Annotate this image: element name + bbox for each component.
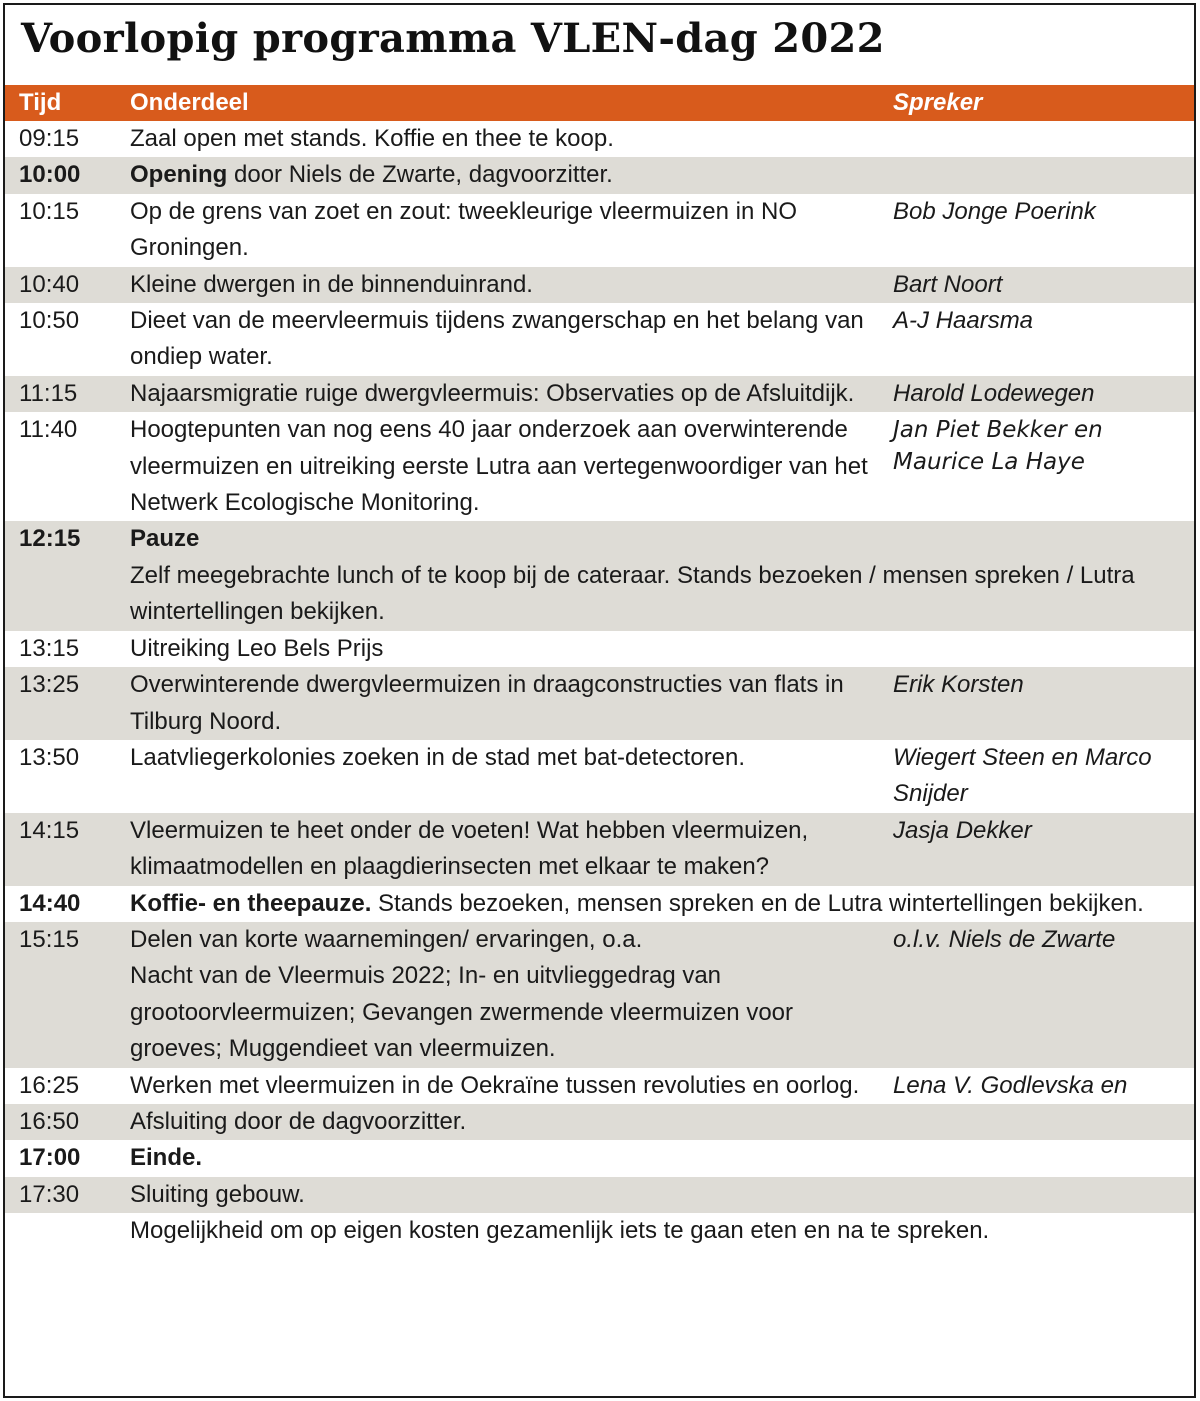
row-speaker: Erik Korsten bbox=[893, 671, 1024, 699]
row-lead: Einde. bbox=[130, 1144, 203, 1172]
row-description bbox=[130, 157, 875, 193]
table-row bbox=[5, 1140, 1194, 1176]
row-time: 10:00 bbox=[19, 161, 81, 189]
row-description: Afsluiting door de dagvoorzitter. bbox=[130, 1107, 467, 1135]
row-time: 13:15 bbox=[19, 634, 80, 662]
table-row bbox=[5, 1177, 1194, 1213]
row-time: 17:00 bbox=[19, 1144, 81, 1172]
row-description-detail: Nacht van de Vleermuis 2022; In- en uitvlieggedrag van grootoorvleermuizen; Gevangen zwermende vleermuizen voor groeves; Muggendieet van vleermuizen. bbox=[130, 962, 793, 1063]
row-description bbox=[130, 1140, 875, 1176]
row-lead: Opening bbox=[130, 161, 228, 189]
row-lead: Koffie- en theepauze. bbox=[130, 889, 372, 917]
row-description-text: Stands bezoeken, mensen spreken en de Lutra wintertellingen bekijken. bbox=[371, 889, 1144, 917]
program-table bbox=[5, 121, 1194, 1250]
row-speaker: Wiegert Steen en Marco Snijder bbox=[893, 743, 1152, 808]
row-time: 13:50 bbox=[19, 743, 80, 771]
table-row bbox=[5, 412, 1194, 521]
row-time: 11:40 bbox=[19, 416, 78, 444]
row-time: 16:50 bbox=[19, 1107, 80, 1135]
row-description: Laatvliegerkolonies zoeken in de stad met bat-detectoren. bbox=[130, 743, 746, 771]
row-speaker: Jan Piet Bekker en Maurice La Haye bbox=[893, 417, 1103, 476]
row-time: 17:30 bbox=[19, 1180, 80, 1208]
row-time: 11:15 bbox=[19, 379, 78, 407]
page-title: Voorlopig programma VLEN-dag 2022 bbox=[21, 15, 885, 62]
row-speaker: o.l.v. Niels de Zwarte bbox=[893, 925, 1116, 953]
row-description: Overwinterende dwergvleermuizen in draagconstructies van flats in Tilburg Noord. bbox=[130, 671, 844, 735]
header-time: Tijd bbox=[19, 89, 62, 116]
row-description-text: Zelf meegebrachte lunch of te koop bij de cateraar. Stands bezoeken / mensen spreken / Lutra wintertellingen bekijken. bbox=[130, 561, 1135, 626]
table-row bbox=[5, 303, 1194, 376]
row-speaker: A-J Haarsma bbox=[893, 307, 1034, 335]
row-description bbox=[130, 1177, 1188, 1213]
table-row bbox=[5, 376, 1194, 412]
row-description-text: Delen van korte waarnemingen/ ervaringen, o.a. bbox=[130, 925, 643, 953]
row-speaker: Lena V. Godlevska en bbox=[893, 1071, 1128, 1099]
table-row bbox=[5, 1068, 1194, 1104]
row-time: 13:25 bbox=[19, 671, 80, 699]
row-description bbox=[130, 886, 1188, 922]
row-speaker: Harold Lodewegen bbox=[893, 379, 1095, 407]
row-description bbox=[130, 922, 875, 1068]
row-time: 15:15 bbox=[19, 925, 80, 953]
table-row bbox=[5, 194, 1194, 267]
row-description: Najaarsmigratie ruige dwergvleermuis: Observaties op de Afsluitdijk. bbox=[130, 379, 855, 407]
header-part: Onderdeel bbox=[130, 89, 249, 116]
table-row bbox=[5, 922, 1194, 1068]
table-row bbox=[5, 157, 1194, 193]
row-description-text: Sluiting gebouw. bbox=[130, 1180, 305, 1208]
header-speaker: Spreker bbox=[893, 89, 983, 116]
row-time: 14:15 bbox=[19, 816, 80, 844]
table-row bbox=[5, 121, 1194, 157]
table-header bbox=[5, 85, 1194, 121]
table-row bbox=[5, 1104, 1194, 1140]
row-description: Zaal open met stands. Koffie en thee te koop. bbox=[130, 125, 614, 152]
row-description-text: door Niels de Zwarte, dagvoorzitter. bbox=[227, 161, 613, 189]
row-time: 10:40 bbox=[19, 270, 80, 298]
table-row bbox=[5, 1213, 1194, 1249]
row-description: Uitreiking Leo Bels Prijs bbox=[130, 634, 384, 662]
row-time: 12:15 bbox=[19, 525, 81, 553]
table-row bbox=[5, 267, 1194, 303]
row-description: Dieet van de meervleermuis tijdens zwangerschap en het belang van ondiep water. bbox=[130, 307, 864, 371]
row-speaker: Bart Noort bbox=[893, 270, 1003, 298]
row-time: 10:50 bbox=[19, 307, 80, 335]
row-description-detail: Mogelijkheid om op eigen kosten gezamenlijk iets te gaan eten en na te spreken. bbox=[130, 1217, 990, 1245]
row-speaker: Jasja Dekker bbox=[893, 816, 1032, 844]
table-row bbox=[5, 521, 1194, 630]
row-speaker: Bob Jonge Poerink bbox=[893, 197, 1096, 225]
row-description: Hoogtepunten van nog eens 40 jaar onderzoek aan overwinterende vleermuizen en uitreiking eerste Lutra aan vertegenwoordiger van het Netwerk Ecologische Monitoring. bbox=[130, 416, 868, 517]
row-description: Werken met vleermuizen in de Oekraïne tussen revoluties en oorlog. bbox=[130, 1071, 860, 1099]
row-description: Vleermuizen te heet onder de voeten! Wat hebben vleermuizen, klimaatmodellen en plaagdierinsecten met elkaar te maken? bbox=[130, 816, 809, 881]
table-row bbox=[5, 813, 1194, 886]
row-time: 16:25 bbox=[19, 1071, 80, 1099]
table-row bbox=[5, 886, 1194, 922]
table-row bbox=[5, 667, 1194, 740]
table-row bbox=[5, 740, 1194, 813]
row-description: Kleine dwergen in de binnenduinrand. bbox=[130, 270, 533, 298]
row-description: Op de grens van zoet en zout: tweekleurige vleermuizen in NO Groningen. bbox=[130, 197, 798, 262]
row-description bbox=[130, 521, 1188, 630]
row-time: 09:15 bbox=[19, 125, 80, 152]
table-row bbox=[5, 631, 1194, 667]
row-time: 10:15 bbox=[19, 197, 80, 225]
row-lead: Pauze bbox=[130, 525, 200, 553]
program-frame bbox=[3, 3, 1196, 1398]
row-time: 14:40 bbox=[19, 889, 81, 917]
